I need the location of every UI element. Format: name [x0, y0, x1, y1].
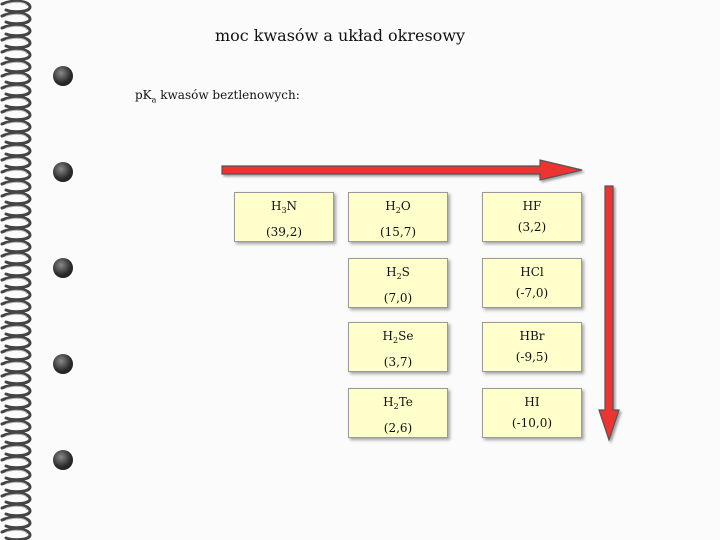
- compound-cell-hf: [482, 192, 582, 242]
- formula-subscript: 2: [393, 402, 399, 411]
- compound-cell-hcl: [482, 258, 582, 308]
- compound-pka: (-10,0): [511, 416, 553, 430]
- compound-cell-h2s: [348, 258, 448, 308]
- formula-text: H: [385, 199, 396, 213]
- formula-text: HI: [524, 395, 540, 409]
- horizontal-arrow-icon: [222, 160, 582, 180]
- compound-cell-h2o: [348, 192, 448, 242]
- compound-formula: [483, 394, 581, 410]
- compound-formula: [483, 198, 581, 214]
- formula-subscript: 2: [393, 336, 399, 345]
- compound-formula: [483, 264, 581, 280]
- formula-text: Se: [398, 329, 414, 343]
- compound-pka: (-7,0): [515, 286, 549, 300]
- formula-text: S: [401, 265, 410, 279]
- subtitle-prefix: pK: [135, 88, 152, 102]
- formula-subscript: 2: [395, 206, 401, 215]
- subtitle-subscript: a: [151, 95, 157, 105]
- formula-text: H: [383, 395, 394, 409]
- formula-text: HF: [522, 199, 542, 213]
- formula-subscript: 2: [396, 272, 402, 281]
- compound-pka: (15,7): [379, 225, 417, 239]
- compound-cell-hbr: [482, 322, 582, 372]
- compound-pka: (3,7): [383, 355, 413, 369]
- formula-subscript: 3: [281, 206, 287, 215]
- formula-text: H: [270, 199, 282, 213]
- compound-formula: [349, 328, 447, 349]
- compound-cell-h2se: [348, 322, 448, 372]
- compound-pka: (39,2): [265, 225, 303, 239]
- vertical-arrow-icon: [599, 186, 619, 440]
- formula-text: H: [382, 329, 394, 343]
- formula-text: HBr: [519, 329, 545, 343]
- compound-cell-h2te: [348, 388, 448, 438]
- subtitle-rest: kwasów beztlenowych:: [156, 88, 300, 102]
- compound-cell-h3n: [234, 192, 334, 242]
- formula-text: Te: [398, 395, 413, 409]
- compound-formula: [349, 198, 447, 219]
- compound-pka: (-9,5): [515, 350, 549, 364]
- compound-pka: (3,2): [517, 220, 547, 234]
- compound-formula: [235, 198, 333, 219]
- compound-pka: (2,6): [383, 421, 413, 435]
- formula-text: H: [386, 265, 397, 279]
- formula-text: N: [286, 199, 298, 213]
- formula-text: HCl: [520, 265, 544, 279]
- formula-text: O: [400, 199, 411, 213]
- compound-formula: [349, 264, 447, 285]
- compound-pka: (7,0): [383, 291, 413, 305]
- compound-formula: [349, 394, 447, 415]
- compound-cell-hi: [482, 388, 582, 438]
- compound-formula: [483, 328, 581, 344]
- slide-title: moc kwasów a układ okresowy: [214, 26, 466, 45]
